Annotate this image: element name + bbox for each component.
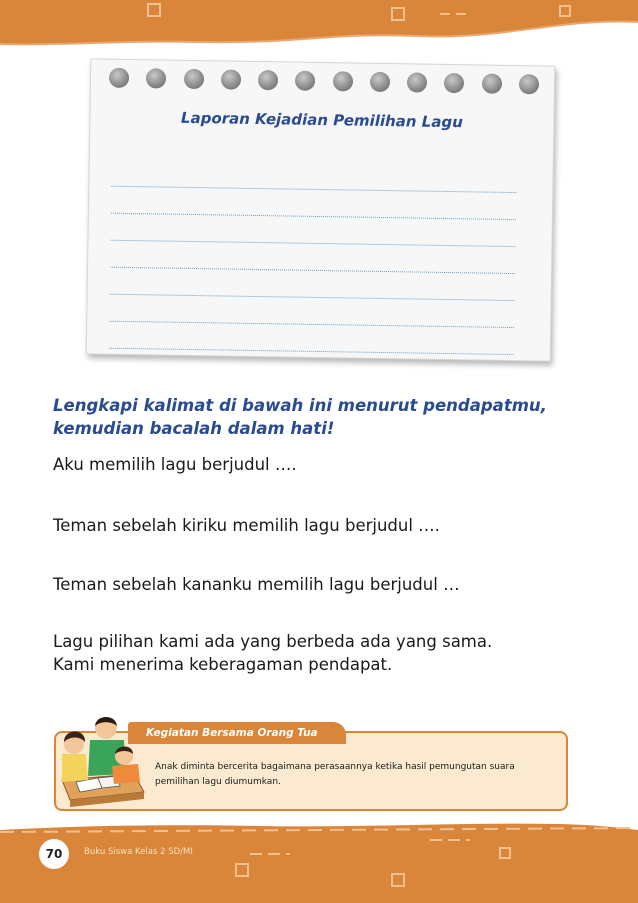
book-label: Buku Siswa Kelas 2 SD/MI [84, 847, 193, 857]
instruction-line-1: Lengkapi kalimat di bawah ini menurut pendapatmu, [53, 396, 547, 415]
activity-text-line-1: Anak diminta bercerita bagaimana perasaannya ketika hasil pemungutan suara [155, 762, 515, 772]
sentence-left-friend-song: Teman sebelah kiriku memilih lagu berjudul …. [53, 516, 440, 535]
parent-activity-text [155, 760, 555, 790]
blank-writing-line [109, 322, 514, 355]
closing-text [53, 630, 613, 676]
binder-ring-icon [482, 74, 502, 94]
closing-line-1: Lagu pilihan kami ada yang berbeda ada yang sama. [53, 632, 493, 651]
binder-ring-icon [295, 71, 315, 91]
binder-ring-icon [146, 68, 166, 88]
activity-text-line-2: pemilihan lagu diumumkan. [155, 777, 281, 787]
binder-ring-icon [444, 73, 464, 93]
instruction-text [53, 394, 593, 440]
binder-ring-icon [183, 69, 203, 89]
bottom-wave-decoration [0, 818, 638, 903]
notebook-writing-lines [109, 160, 517, 355]
report-notebook [86, 58, 556, 361]
closing-line-2: Kami menerima keberagaman pendapat. [53, 655, 393, 674]
binder-ring-icon [109, 68, 129, 88]
binder-ring-icon [370, 72, 390, 92]
binder-ring-icon [407, 72, 427, 92]
parent-activity-tab: Kegiatan Bersama Orang Tua [128, 722, 346, 744]
top-wave-decoration [0, 0, 638, 50]
family-reading-illustration [58, 708, 148, 808]
page-number: 70 [36, 836, 72, 872]
sentence-right-friend-song: Teman sebelah kananku memilih lagu berjudul … [53, 575, 460, 594]
binder-ring-icon [332, 71, 352, 91]
instruction-line-2: kemudian bacalah dalam hati! [53, 419, 335, 438]
binder-ring-icon [221, 69, 241, 89]
top-banner [0, 0, 638, 50]
binder-ring-icon [258, 70, 278, 90]
sentence-my-song: Aku memilih lagu berjudul …. [53, 455, 297, 474]
notebook-title: Laporan Kejadian Pemilihan Lagu [180, 108, 463, 132]
notebook-rings [109, 68, 539, 95]
binder-ring-icon [519, 74, 539, 94]
bottom-banner [0, 818, 638, 903]
